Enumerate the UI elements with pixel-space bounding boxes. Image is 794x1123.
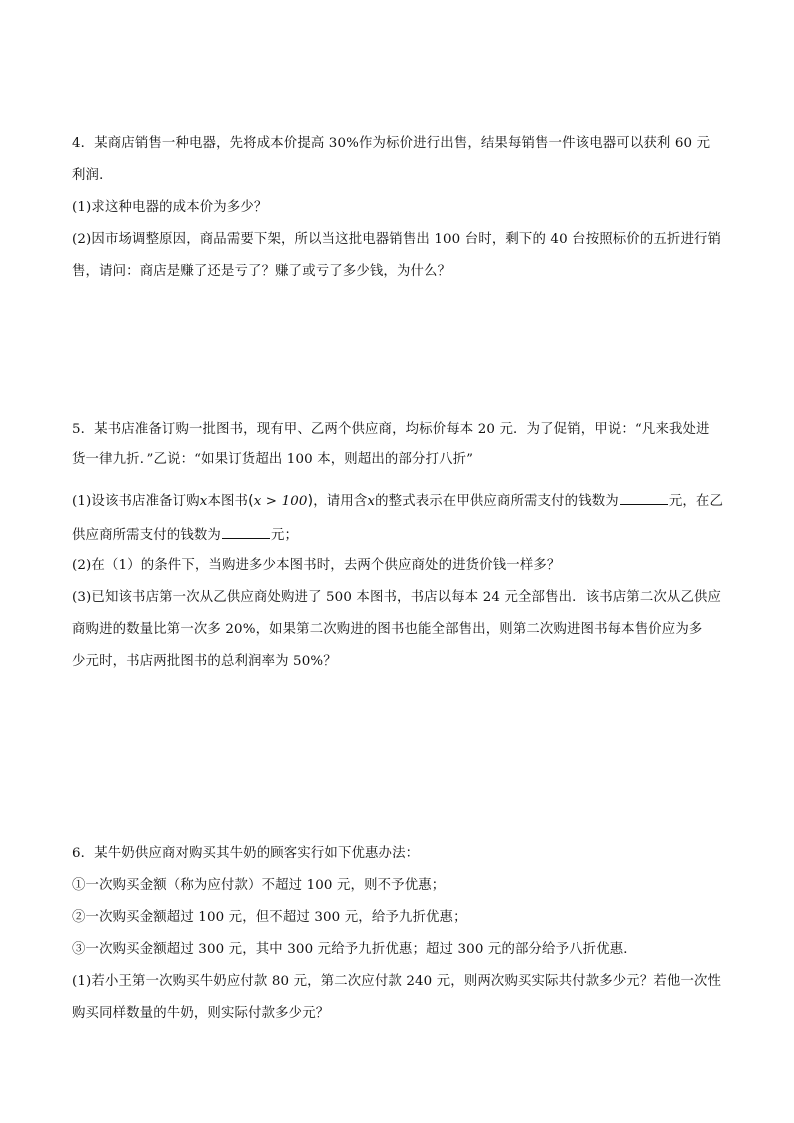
q4-subquestion-2-line1: (2)因市场调整原因，商品需要下架，所以当这批电器销售出 100 台时，剩下的 40 台按照标价的五折进行销 (72, 232, 722, 247)
q5-stem-line2: 货一律九折．”乙说：“如果订货超出 100 本，则超出的部分打八折” (72, 452, 474, 467)
q5-subquestion-3-line2: 商购进的数量比第一次多 20%，如果第二次购进的图书也能全部售出，则第二次购进图书每本售价应为多 (72, 622, 703, 637)
q5-subquestion-3-line3: 少元时，书店两批图书的总利润率为 50%？ (72, 654, 337, 669)
q4-subquestion-1: (1)求这种电器的成本价为多少？ (72, 200, 268, 215)
q4-stem-line1: 4．某商店销售一种电器，先将成本价提高 30%作为标价进行出售，结果每销售一件该电器可以获利 60 元 (72, 136, 711, 151)
q4-stem-line2: 利润． (72, 168, 113, 183)
q6-rule-2: ②一次购买金额超过 100 元，但不超过 300 元，给予九折优惠； (72, 910, 467, 925)
q5-sub1-text-a: (1)设该书店准备订购 (72, 494, 200, 509)
q5-sub1-condition: x > 100 (253, 494, 308, 509)
variable-x: x (199, 494, 208, 509)
variable-x-2: x (367, 494, 376, 509)
q5-subquestion-3-line1: (3)已知该书店第一次从乙供应商处购进了 500 本图书，书店以每本 24 元全部售出．该书店第二次从乙供应 (72, 590, 722, 605)
q6-stem: 6．某牛奶供应商对购买其牛奶的顾客实行如下优惠办法： (72, 846, 420, 861)
q5-subquestion-1-line2 (72, 524, 722, 546)
q6-subquestion-1-line2: 购买同样数量的牛奶，则实际付款多少元？ (72, 1006, 330, 1021)
q5-subquestion-1-line1 (72, 490, 722, 512)
answer-blank-1[interactable] (620, 490, 668, 505)
q5-sub1-line2-text-b: 元； (270, 528, 299, 543)
q5-sub1-text-c: ，请用含 (313, 494, 368, 509)
q6-subquestion-1-line1: (1)若小王第一次购买牛奶应付款 80 元，第二次应付款 240 元，则两次购买实际共付款多少元？若他一次性 (72, 974, 722, 989)
q5-subquestion-2: (2)在（1）的条件下，当购进多少本图书时，去两个供应商处的进货价钱一样多？ (72, 558, 561, 573)
answer-blank-2[interactable] (222, 524, 270, 539)
paren-close: ) (307, 493, 314, 509)
q5-sub1-text-e: 元，在乙 (668, 494, 724, 509)
q5-stem-line1: 5．某书店准备订购一批图书，现有甲、乙两个供应商，均标价每本 20 元．为了促销，甲说：“凡来我处进 (72, 422, 710, 437)
q4-subquestion-2-line2: 售，请问：商店是赚了还是亏了？赚了或亏了多少钱，为什么？ (72, 264, 452, 279)
paren-open: ( (248, 493, 254, 509)
q5-sub1-line2-text-a: 供应商所需支付的钱数为 (72, 528, 221, 543)
q5-sub1-text-d: 的整式表示在甲供应商所需支付的钱数为 (375, 494, 619, 509)
q6-rule-1: ①一次购买金额（称为应付款）不超过 100 元，则不予优惠； (72, 878, 446, 893)
q5-sub1-text-b: 本图书 (207, 494, 249, 509)
q6-rule-3: ③一次购买金额超过 300 元，其中 300 元给予九折优惠；超过 300 元的部分给予八折优惠． (72, 942, 637, 957)
